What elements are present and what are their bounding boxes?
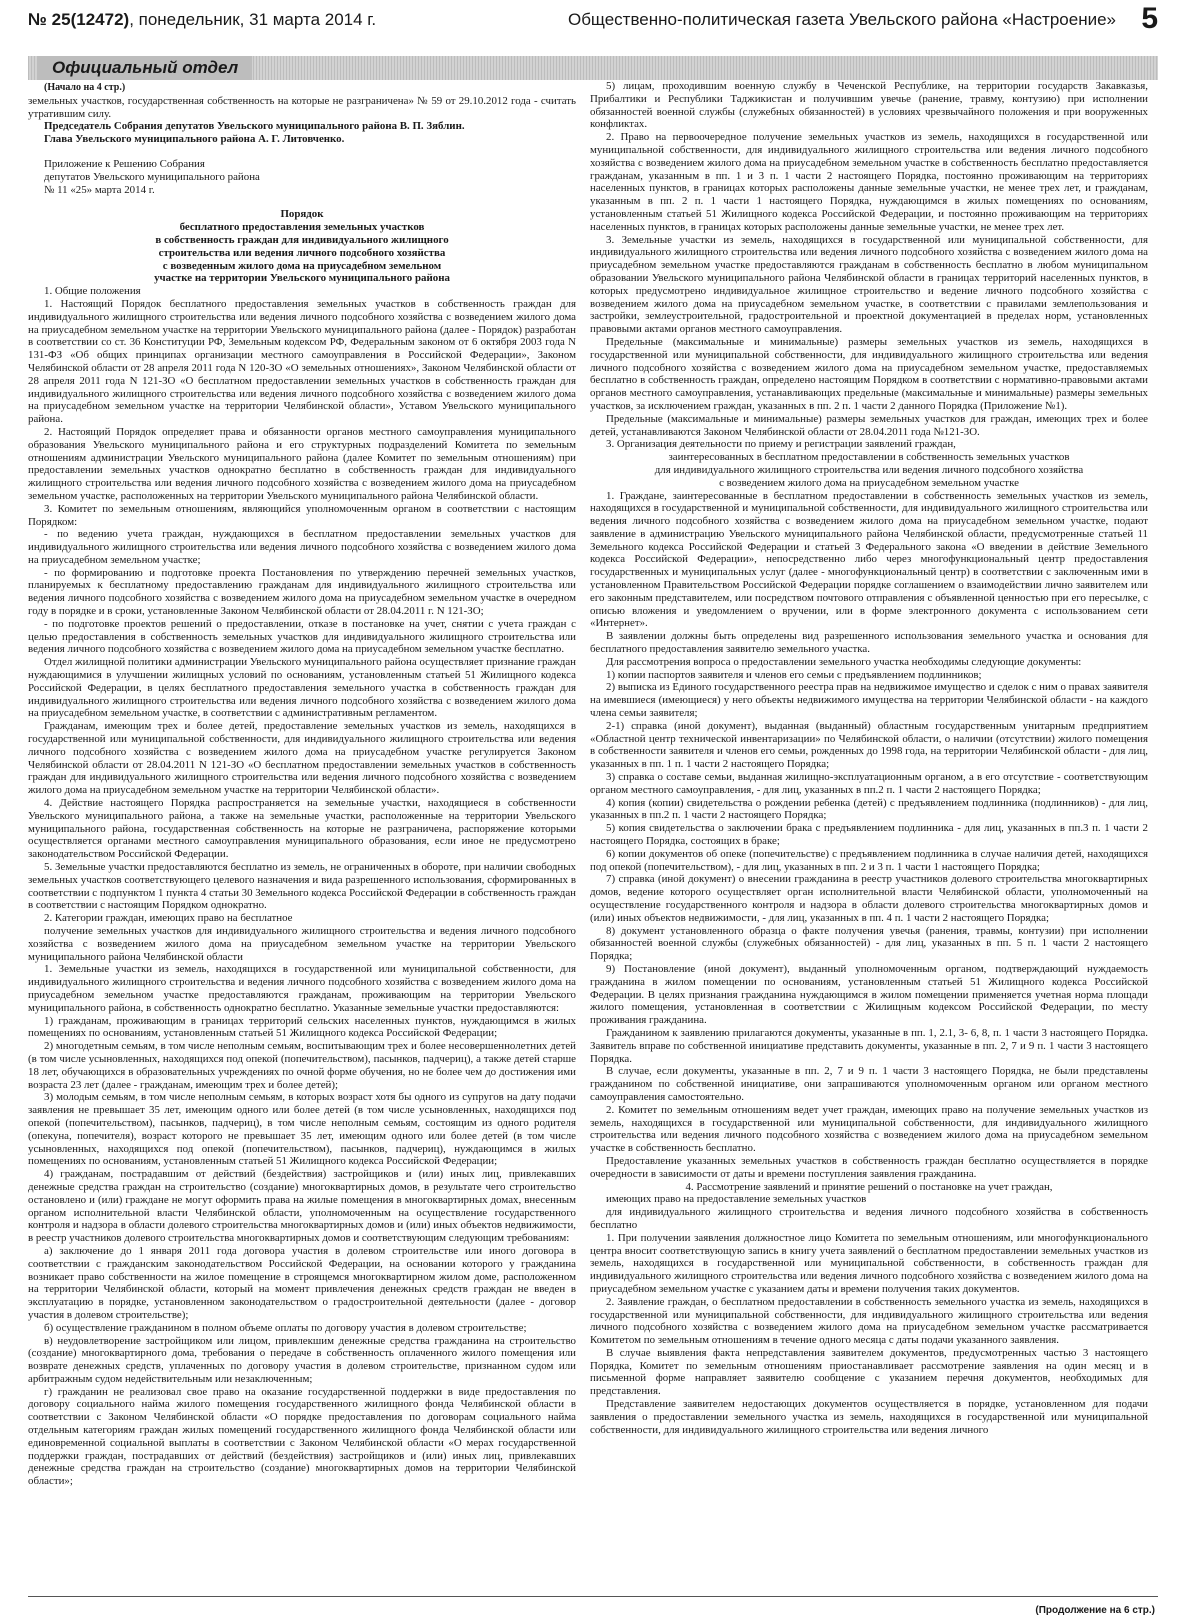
paragraph: 3. Земельные участки из земель, находящихся в государственной или муниципальной собственности, для индивидуального жилищного строительства или ведения личного подсобного хозяйства с возведением жилого дома на приусадебном земельном участке предоставляются гражданам в собственность бесплатно в любом муниципальном образовании Увельского муниципального района Челябинской области в границах территорий населенных пунктов, в которых предусмотрено индивидуальное жилищное строительство и ведение личного подсобного хозяйства с возведением жилого дома на приусадебном земельном участке, в соответствии с правилами землепользования и застройки, землеустроительной, градостроительной и проектной документацией в пределах норм, установленных правовыми актами органов местного самоуправления. [590,233,1148,336]
section-heading: заинтересованных в бесплатном предоставлении в собственность земельных участков [668,451,1070,464]
document-title: бесплатного предоставления земельных участков [179,221,425,234]
paragraph: - по подготовке проектов решений о предоставлении, отказе в постановке на учет, снятии с учета граждан с целью предоставления в собственность земельных участков для индивидуального жилищного строительства или ведения личного подсобного хозяйства с возведением жилого дома на приусадебном земельном участке бесплатно. [28,617,576,656]
paragraph: 1) гражданам, проживающим в границах территорий сельских населенных пунктов, нуждающимся в жилых помещениях по основаниям, установленным статьей 51 Жилищного кодекса Российской Федерации; [28,1014,576,1040]
paragraph: 4. Действие настоящего Порядка распространяется на земельные участки, находящиеся в собственности Увельского муниципального района, а также на земельные участки, расположенные на территории Увельского муниципального района, государственная собственность на которые не разграничена, распоряжение которыми осуществляется органами местного самоуправления муниципального образования, если иное не предусмотрено законодательством Российской Федерации. [28,797,576,861]
paragraph: В случае выявления факта непредставления заявителем документов, предусмотренных частью 3 настоящего Порядка, Комитет по земельным отношениям приостанавливает рассмотрение заявления на один месяц и в письменной форме направляет заявителю сообщение с указанием перечня документов, необходимых для представления. [590,1346,1148,1398]
issue-date: , понедельник, 31 марта 2014 г. [129,10,377,29]
document-title: строительства или ведения личного подсобного хозяйства [158,246,446,259]
paragraph: Гражданам, имеющим трех и более детей, предоставление земельных участков из земель, находящихся в государственной или муниципальной собственности, для индивидуального жилищного строительства или ведения личного подсобного хозяйства с возведением жилого дома на приусадебном участке регулируется Законом Челябинской области от 28.04.2011 N 121-ЗО «О бесплатном предоставлении земельных участков в собственность граждан для индивидуального жилищного строительства или ведения личного подсобного хозяйства с возведением жилого дома на приусадебном земельном участке на территории Челябинской области». [28,720,576,797]
appendix-line: № 11 «25» марта 2014 г. [44,183,155,196]
continued-to: (Продолжение на 6 стр.) [1035,1605,1155,1616]
paragraph: Отдел жилищной политики администрации Увельского муниципального района осуществляет признание граждан нуждающимися в улучшении жилищных условий по основаниям, установленным статьей 51 Жилищного кодекса Российской Федерации, в целях бесплатного предоставления земельного участка в собственность граждан для индивидуального жилищного строительства или ведения личного подсобного хозяйства с возведением жилого дома на приусадебном земельном участке, в соответствии с административным регламентом. [28,656,576,720]
continued-from: (Начало на 4 стр.) [44,82,126,93]
left-column [28,82,576,1488]
section-title: Официальный отдел [38,56,252,80]
signature: Председатель Собрания депутатов Увельского муниципального района В. П. Зяблин. [44,120,465,133]
paragraph: 1. Земельные участки из земель, находящихся в государственной или муниципальной собственности, для индивидуального жилищного строительства и ведения личного подсобного хозяйства с возведением жилого дома на приусадебном земельном участке предоставляются гражданам, проживающим на территории Увельского муниципального района, в собственность однократно бесплатно. Указанные земельные участки предоставляются: [28,963,576,1014]
bottom-rule [28,1596,1158,1597]
paragraph: 2. Комитет по земельным отношениям ведет учет граждан, имеющих право на получение земельных участков из земель, находящихся в государственной или муниципальной собственности, для индивидуального жилищного строительства или ведения личного подсобного хозяйства с возведением жилого дома на приусадебном земельном участке в собственность бесплатно. [590,1103,1148,1155]
paragraph: В случае, если документы, указанные в пп. 2, 7 и 9 п. 1 части 3 настоящего Порядка, не были представлены гражданином по собственной инициативе, они запрашиваются уполномоченным органом или органом местного самоуправления самостоятельно. [590,1065,1148,1103]
paragraph: 2) многодетным семьям, в том числе неполным семьям, воспитывающим трех и более несовершеннолетних детей (в том числе усыновленных, находящихся под опекой (попечительством), пасынков, падчериц), а также детей старше 18 лет, обучающихся в образовательных учреждениях по очной форме обучения, но не более чем до достижения ими возраста 23 лет (далее - гражданам, имеющим трех и более детей); [28,1040,576,1091]
list-item: 3) справка о составе семьи, выданная жилищно-эксплуатационным органом, а в его отсутствие - соответствующим органом местного самоуправления, - для лиц, указанных в пп.2 п. 1 части 2 настоящего Порядка; [590,771,1148,796]
appendix-line: депутатов Увельского муниципального района [44,170,260,183]
document-title: Порядок [280,208,324,221]
paragraph: 5. Земельные участки предоставляются бесплатно из земель, не ограниченных в обороте, при наличии свободных земельных участков соответствующего целевого назначения и вида разрешенного использования, сформированных в соответствии с подпунктом 1 пункта 4 статьи 30 Земельного кодекса Российской Федерации в собственность граждан в соответствии с настоящим Порядком однократно. [28,861,576,912]
page-number: 5 [1141,2,1158,35]
list-item: 4) копия (копии) свидетельства о рождении ребенка (детей) с предъявлением подлинника (подлинников) - для лиц, указанных в пп.2 п. 1 части 2 настоящего Порядка; [590,796,1148,822]
paragraph: Для рассмотрения вопроса о предоставлении земельного участка необходимы следующие документы: [606,655,1082,668]
masthead [28,4,1158,34]
paragraph: 3. Комитет по земельным отношениям, являющийся уполномоченным органом в соответствии с настоящим Порядком: [28,502,576,528]
document-title: в собственность граждан для индивидуального жилищного [155,233,449,246]
paragraph: Предоставление указанных земельных участков в собственность граждан бесплатно осуществляется в порядке очередности в зависимости от даты и времени поступления заявления гражданина. [590,1154,1148,1180]
list-item: 2-1) справка (иной документ), выданная (выданный) областным государственным унитарным предприятием «Областной центр технической инвентаризации» по Челябинской области, о наличии (отсутствии) жилого помещения в собственности заявителя и членов его семьи, рожденных до 1998 года, на территории Челябинской области - для лиц, указанных в пп. 1 п. 1 части 2 настоящего Порядка; [590,719,1148,771]
section-heading: для индивидуального жилищного строительства или ведения личного подсобного хозяйства [654,463,1084,476]
section-heading: 3. Организация деятельности по приему и регистрации заявлений граждан, [606,438,956,451]
paragraph: 2. Право на первоочередное получение земельных участков из земель, находящихся в государственной или муниципальной собственности, для индивидуального жилищного строительства или ведения личного подсобного хозяйства с возведением жилого дома на приусадебном земельном участке в собственность бесплатно предоставляется гражданам, указанным в пп. 1 и 3 п. 1 части 2 настоящего Порядка, постоянно проживающим на территориях населенных пунктов, в границах которых расположены данные земельные участки, не менее трех лет, и гражданам, указанным в пп. 2 п. 1 части 1 настоящего Порядка, нуждающимся в жилых помещениях по основаниям, установленным статьей 51 Жилищного кодекса Российской Федерации, и постоянно проживающим на территориях населенных пунктов, в границах которых расположены данные земельные участки, не менее трех лет. [590,131,1148,233]
document-title: участке на территории Увельского муниципального района [154,272,450,285]
paragraph: 1. Настоящий Порядок бесплатного предоставления земельных участков в собственность граждан для индивидуального жилищного строительства или ведения личного подсобного хозяйства с возведением жилого дома на приусадебном земельном участке на территории Увельского муниципального района (далее - Порядок) разработан в соответствии со ст. 36 Конституции РФ, Земельным кодексом РФ, Федеральным законом от 6 октября 2003 года N 131-ФЗ «Об общих принципах организации местного самоуправления в Российской Федерации», Законом Челябинской области от 28 апреля 2011 года N 120-ЗО «О земельных отношениях», Законом Челябинской области от 28 апреля 2011 года N 121-ЗО «О бесплатном предоставлении земельных участков в собственность граждан для индивидуального жилищного строительства или ведения личного подсобного хозяйства с возведением жилого дома на приусадебном земельном участке на территории Челябинской области», Уставом Увельского муниципального района. [28,297,576,426]
list-item: 1) копии паспортов заявителя и членов его семьи с предъявлением подлинников; [606,668,982,681]
issue-number: № 25(12472) [28,10,130,29]
paragraph: г) гражданин не реализовал свое право на оказание государственной поддержки в виде предоставления по договору социального найма жилого помещения государственного жилищного фонда Челябинской области в соответствии с Законом Челябинской области «О порядке предоставления по договорам социального найма отдельным категориям граждан жилых помещений государственного жилищного фонда Челябинской области или единовременной социальной выплаты в соответствии с Законом Челябинской области «О мерах государственной поддержки граждан, пострадавших от действий (бездействия) застройщиков и (или) иных лиц, привлекавших денежные средства граждан на строительство (создание) многоквартирных домов на территории Челябинской области»; [28,1385,576,1488]
paragraph: 2. Настоящий Порядок определяет права и обязанности органов местного самоуправления муниципального образования Увельского муниципального района и его структурных подразделений Комитета по земельным отношениям администрации Увельского муниципального района (далее Комитет по земельным отношениям) при предоставлении земельных участков однократно бесплатно в собственность граждан для индивидуального жилищного строительства или ведения личного подсобного хозяйства с возведением жилого дома на приусадебном земельном участке, расположенных на территории Увельского муниципального района Челябинской области. [28,425,576,502]
paragraph: - по формированию и подготовке проекта Постановления по утверждению перечней земельных участков, планируемых к бесплатному предоставлению гражданам для индивидуального жилищного строительства или ведения личного подсобного хозяйства с возведением жилого дома на приусадебном земельном участке в очередном году в порядке и в сроки, установленные Законом Челябинской области от 28.04.2011 г. N 121-ЗО; [28,566,576,618]
paragraph: 5) лицам, проходившим военную службу в Чеченской Республике, на территории государств Закавказья, Прибалтики и Республики Таджикистан и получившим увечье (ранение, травму, контузию) при исполнении обязанностей военной службы (служебных обязанностей) в условиях чрезвычайного положения и при вооруженных конфликтах. [590,80,1148,131]
paragraph: Предельные (максимальные и минимальные) размеры земельных участков из земель, находящихся в государственной или муниципальной собственности, для индивидуального жилищного строительства или ведения личного подсобного хозяйства с возведением жилого дома на приусадебном земельном участке, предоставляемых бесплатно в собственность граждан, определено настоящим Порядком в соответствии с нормативно-правовыми актами органов местного самоуправления, устанавливающих предельные (максимальные и минимальные) размеры земельных участков, за исключением граждан, указанных в пп. 2 п. 1 части 2 данного Порядка (Приложение №1). [590,335,1148,412]
section-heading: с возведением жилого дома на приусадебном земельном участке [719,476,1019,489]
paragraph: 1. Граждане, заинтересованные в бесплатном предоставлении в собственность земельных участков из земель, находящихся в государственной и муниципальной собственности, для индивидуального жилищного строительства или ведения личного подсобного хозяйства с возведением жилого дома на приусадебном земельном участке, подают заявление в администрацию Увельского муниципального района Челябинской области, предусмотренные статьей 11 Земельного кодекса Российской Федерации и статьей 3 Федерального закона «О введении в действие Земельного кодекса Российской Федерации», непосредственно либо через многофункциональный центр предоставления государственных и муниципальных услуг (далее - многофункциональный центр) в соответствии с заключенным ими в установленном Правительством Российской Федерации порядке соглашением о взаимодействии лично заявителем или его законным представителем, или посредством почтового отправления с объявленной ценностью при его пересылке, с описью вложения и уведомлением о вручении, или в форме электронного документа с использованием сети «Интернет». [590,489,1148,630]
section-heading: получение земельных участков для индивидуального жилищного строительства и ведения личного подсобного хозяйства с возведением жилого дома на приусадебном земельном участке на территории Увельского муниципального района Челябинской области [28,925,576,963]
paragraph: Предельные (максимальные и минимальные) размеры земельных участков для граждан, имеющих трех и более детей, устанавливаются Законом Челябинской области от 28.04.2011 года №121-ЗО. [590,412,1148,438]
list-item: 8) документ установленного образца о факте получения увечья (ранения, травмы, контузии) при исполнении обязанностей военной службы (служебных обязанностей) - для лиц, указанных в пп. 5 п. 1 части 2 настоящего Порядка; [590,924,1148,963]
paragraph: Гражданином к заявлению прилагаются документы, указанные в пп. 1, 2.1, 3- 6, 8, п. 1 части 3 настоящего Порядка. Заявитель вправе по собственной инициативе представить документы, указанные в пп. 2, 7 и 9 п. 1 части 3 настоящего Порядка. [590,1026,1148,1065]
issue-line [28,10,376,30]
list-item: 7) справка (иной документ) о внесении гражданина в реестр участников долевого строительства многоквартирных домов, ведение которого осуществляет орган исполнительной власти Челябинской области, уполномоченный на осуществление государственного контроля и надзора в области долевого строительства многоквартирных домов и (или) иных объектов недвижимости, - для лиц, указанных в пп. 4 п. 1 части 2 настоящего Порядка; [590,873,1148,924]
list-item: 9) Постановление (иной документ), выданный уполномоченным органом, подтверждающий нуждаемость гражданина в жилом помещении по основаниям, установленным статьей 51 Жилищного кодекса Российской Федерации. В целях признания гражданина нуждающимся в жилом помещении применяется учетная норма площади жилого помещения, установленная в соответствии с Жилищным кодексом Российской Федерации, по месту проживания гражданина. [590,962,1148,1027]
paragraph: 1. При получении заявления должностное лицо Комитета по земельным отношениям, или многофункционального центра вносит соответствующую запись в книгу учета заявлений о бесплатном предоставлении земельных участков из земель, находящихся в государственной или муниципальной собственности, в собственность граждан для индивидуального жилищного строительства или ведения личного подсобного хозяйства с возведением жилого дома на приусадебном земельном участке с указанием даты и времени получения таких документов. [590,1231,1148,1295]
section-heading: 2. Категории граждан, имеющих право на бесплатное [44,912,293,925]
paragraph: земельных участков, государственная собственность на которые не разграничена» № 59 от 29.10.2012 года - считать утратившим силу. [28,94,576,120]
list-item: 5) копия свидетельства о заключении брака с предъявлением подлинника - для лиц, указанных в пп.3 п. 1 части 2 настоящего Порядка, состоящих в браке; [590,822,1148,848]
paragraph: Представление заявителем недостающих документов осуществляется в порядке, установленном для подачи заявления о предоставлении земельного участка из земель, находящихся в государственной или муниципальной собственности, для индивидуального жилищного строительства или ведения личного [590,1398,1148,1436]
signature: Глава Увельского муниципального района А. Г. Литовченко. [44,133,345,146]
section-banner [28,56,1158,80]
paper-title: Общественно-политическая газета Увельского района «Настроение» [567,10,1116,29]
appendix-line: Приложение к Решению Собрания [44,157,205,170]
list-item: 6) копии документов об опеке (попечительстве) с предъявлением подлинника в случае наличия детей, находящихся под опекой (попечительством), - для лиц, указанных в пп. 2 и 3 п. 1 части 1 настоящего Порядка; [590,847,1148,873]
paragraph: - по ведению учета граждан, нуждающихся в бесплатном предоставлении земельных участков для индивидуального жилищного строительства или ведения личного подсобного хозяйства с возведением жилого дома на приусадебном земельном участке; [28,528,576,566]
section-heading: 1. Общие положения [44,285,141,298]
section-heading: 4. Рассмотрение заявлений и принятие решений о постановке на учет граждан, [685,1180,1053,1193]
section-heading: для индивидуального жилищного строительства и ведения личного подсобного хозяйства в собственность бесплатно [590,1206,1148,1231]
list-item: 2) выписка из Единого государственного реестра прав на недвижимое имущество и сделок с ним о правах заявителя на имевшиеся (имеющиеся) у него объекты недвижимого имущества на территории Челябинской области - на каждого члена семьи заявителя; [590,681,1148,720]
paragraph: В заявлении должны быть определены вид разрешенного использования земельного участка и основания для бесплатного предоставления заявителю земельного участка. [590,630,1148,656]
spacer [28,196,576,208]
paragraph: 3) молодым семьям, в том числе неполным семьям, в которых возраст хотя бы одного из супругов на дату подачи заявления не превышает 35 лет, имеющим одного или более детей (в том числе усыновленных, находящихся под опекой (попечительством), пасынков, падчериц), в том числе неполным семьям, состоящим из одного родителя (опекуна, попечителя), возраст которого не превышает 35 лет, имеющим одного или более детей (в том числе усыновленных, находящихся под опекой (попечительством), пасынков, падчериц), нуждающимся в жилых помещениях по основаниям, установленным статьей 51 Жилищного кодекса Российской Федерации; [28,1091,576,1168]
paragraph: а) заключение до 1 января 2011 года договора участия в долевом строительстве или иного договора в соответствии с гражданским законодательством Российской Федерации, на основании которого у гражданина возникает право собственности на жилое помещение в строящемся многоквартирном жилом доме, расположенном на территории Челябинской области, который на момент привлечения денежных средств граждан не введен в эксплуатацию в порядке, установленном законодательством о градостроительной деятельности (далее - договор участия в долевом строительстве); [28,1244,576,1321]
right-column [590,80,1148,1578]
section-heading: имеющих право на предоставление земельных участков [606,1193,867,1206]
spacer [28,146,576,158]
document-title: с возведенным жилого дома на приусадебном земельном [162,259,442,272]
paragraph: 2. Заявление граждан, о бесплатном предоставлении в собственность земельного участка из земель, находящихся в государственной или муниципальной собственности, для индивидуального жилищного строительства или ведения личного подсобного хозяйства с возведением жилого дома на приусадебном земельном участке рассматривается Комитетом по земельным отношениям в течение одного месяца с даты подачи указанного заявления. [590,1295,1148,1347]
paragraph: 4) гражданам, пострадавшим от действий (бездействия) застройщиков и (или) иных лиц, привлекавших денежные средства граждан на строительство (создание) многоквартирных домов, в результате чего строительство остановлено и (или) граждане не могут оформить права на жилые помещения в многоквартирных домах, внесенным органом исполнительной власти Челябинской области, уполномоченным на осуществление государственного контроля и надзора в области долевого строительства многоквартирных домов и (или) иных объектов недвижимости, в реестр участников долевого строительства многоквартирных домов и соответствующим следующим требованиям: [28,1168,576,1245]
paragraph: б) осуществление гражданином в полном объеме оплаты по договору участия в долевом строительстве; [44,1321,527,1334]
paragraph: в) неудовлетворение застройщиком или лицом, привлекшим денежные средства гражданина на строительство (создание) многоквартирного дома, требования о передаче в собственность оплаченного жилого помещения или возврате денежных средств, уплаченных по договору участия в долевом строительстве, признанном судом или арбитражным судом недействительным или незаключенным; [28,1334,576,1385]
